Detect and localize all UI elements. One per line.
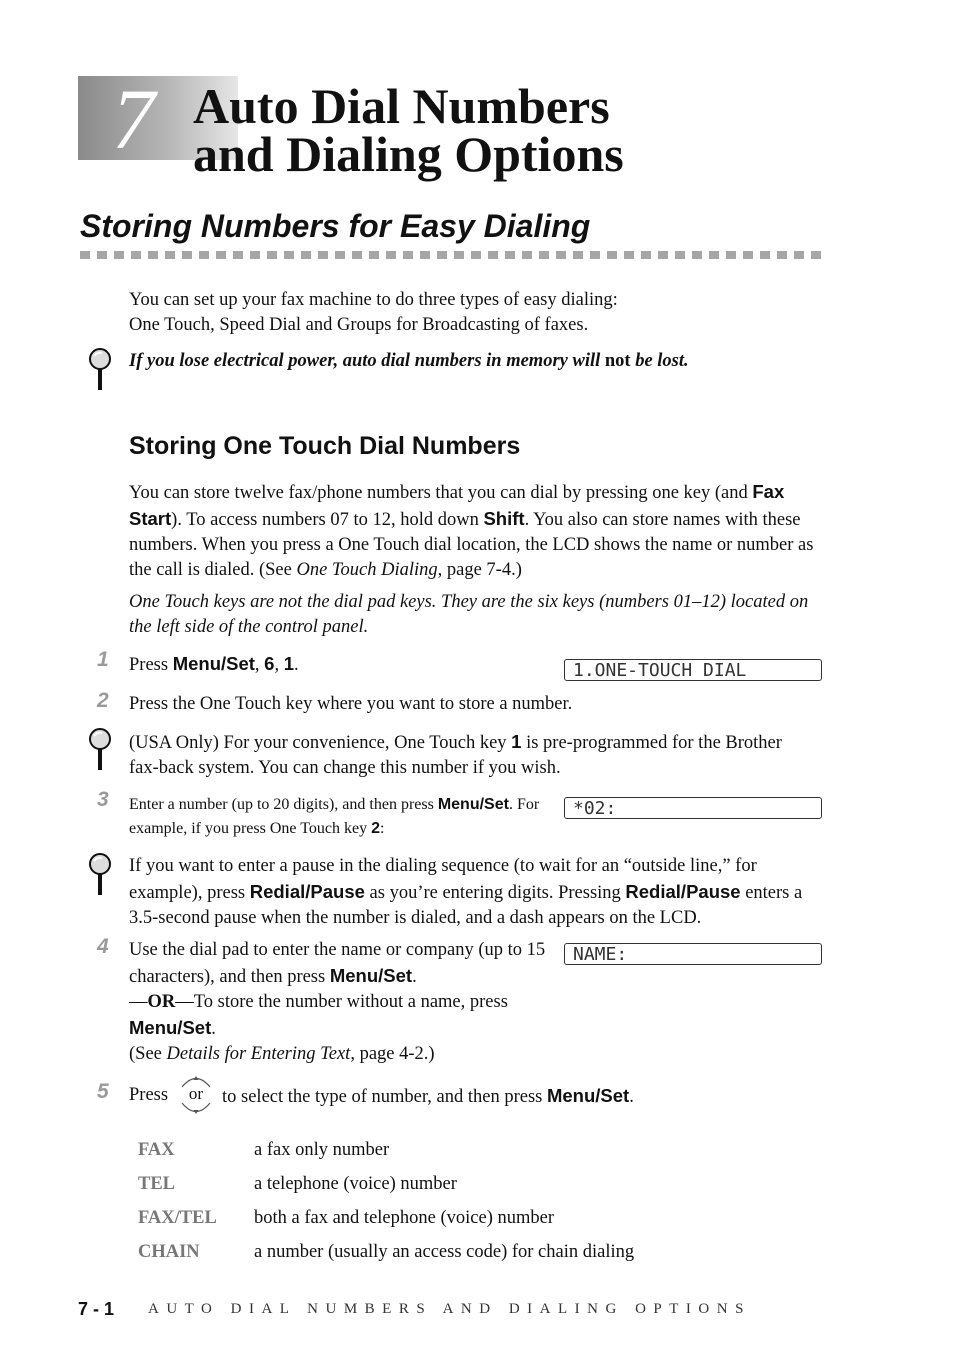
- navigation-key-icon: [178, 1072, 214, 1118]
- lightbulb-note-icon: [88, 728, 112, 770]
- table-row: [138, 1174, 738, 1208]
- footer-chapter-title: AUTO DIAL NUMBERS AND DIALING OPTIONS: [148, 1301, 751, 1317]
- step-5-press: Press: [129, 1085, 169, 1105]
- chapter-title-line1: Auto Dial Numbers: [193, 78, 610, 134]
- step-1-text: Press Menu/Set, 6, 1.: [129, 653, 299, 675]
- lcd-display-step3: *02:: [564, 797, 822, 819]
- table-row: [138, 1208, 738, 1242]
- type-description: a number (usually an access code) for chain dialing: [254, 1242, 635, 1262]
- table-row: [138, 1140, 738, 1174]
- lightbulb-note-icon: [88, 853, 112, 895]
- type-key: FAX/TEL: [138, 1208, 217, 1228]
- note-power-loss: If you lose electrical power, auto dial numbers in memory will not be lost.: [129, 351, 689, 371]
- chapter-number: 7: [112, 71, 155, 167]
- intro-line1: You can set up your fax machine to do three types of easy dialing:: [129, 290, 618, 310]
- lcd-display-step4: NAME:: [564, 943, 822, 965]
- section-divider: [80, 251, 822, 259]
- page-number: 7 - 1: [78, 1299, 115, 1319]
- step-number-4: 4: [97, 935, 109, 958]
- subsection-title: Storing One Touch Dial Numbers: [129, 432, 521, 460]
- step-5-text: to select the type of number, and then press Menu/Set.: [222, 1085, 634, 1107]
- note-pause: If you want to enter a pause in the dialing sequence (to wait for an “outside line,” for example), press Redial/Pause as you’re entering digits. Pressing Redial/Pause enters a 3.5-second pause when the number is dialed, and a dash appears on the LCD.: [129, 856, 803, 928]
- type-key: TEL: [138, 1174, 176, 1194]
- intro-line2: One Touch, Speed Dial and Groups for Broadcasting of faxes.: [129, 315, 589, 335]
- chapter-title: [193, 78, 624, 182]
- step-number-1: 1: [97, 648, 109, 671]
- note-usa-only: (USA Only) For your convenience, One Touch key 1 is pre-programmed for the Brother fax-back system. You can change this number if you wish.: [129, 731, 782, 778]
- step-number-5: 5: [97, 1080, 109, 1103]
- step-3-text: Enter a number (up to 20 digits), and then press Menu/Set. For example, if you press One Touch key 2:: [129, 796, 540, 837]
- type-key: FAX: [138, 1140, 175, 1160]
- type-key: CHAIN: [138, 1242, 200, 1262]
- step-4-text: Use the dial pad to enter the name or company (up to 15 characters), and then press Menu/Set. —OR—To store the number without a name, press Menu/Set. (See Details for Entering Text, page 4-2.): [129, 940, 546, 1064]
- one-touch-paragraph: You can store twelve fax/phone numbers that you can dial by pressing one key (and Fax Start). To access numbers 07 to 12, hold down Shift. You also can store names with these numbers. When you press a One Touch dial location, the LCD shows the name or number as the call is dialed. (See One Touch Dialing, page 7-4.): [129, 481, 814, 580]
- or-label: or: [188, 1084, 204, 1103]
- one-touch-keys-note: One Touch keys are not the dial pad keys. They are the six keys (numbers 01–12) located on the left side of the control panel.: [129, 592, 809, 637]
- type-description: both a fax and telephone (voice) number: [254, 1208, 554, 1228]
- lcd-display-step1: 1.ONE-TOUCH DIAL: [564, 659, 822, 681]
- step-2-text: Press the One Touch key where you want to store a number.: [129, 694, 573, 714]
- lightbulb-note-icon: [88, 348, 112, 390]
- table-row: [138, 1242, 738, 1276]
- step-number-2: 2: [97, 689, 109, 712]
- chapter-title-line2: and Dialing Options: [193, 126, 624, 182]
- type-description: a telephone (voice) number: [254, 1174, 457, 1194]
- section-title: Storing Numbers for Easy Dialing: [80, 208, 591, 244]
- type-description: a fax only number: [254, 1140, 390, 1160]
- number-types-table: [138, 1140, 738, 1276]
- intro-paragraph: [129, 288, 829, 338]
- step-number-3: 3: [97, 788, 109, 811]
